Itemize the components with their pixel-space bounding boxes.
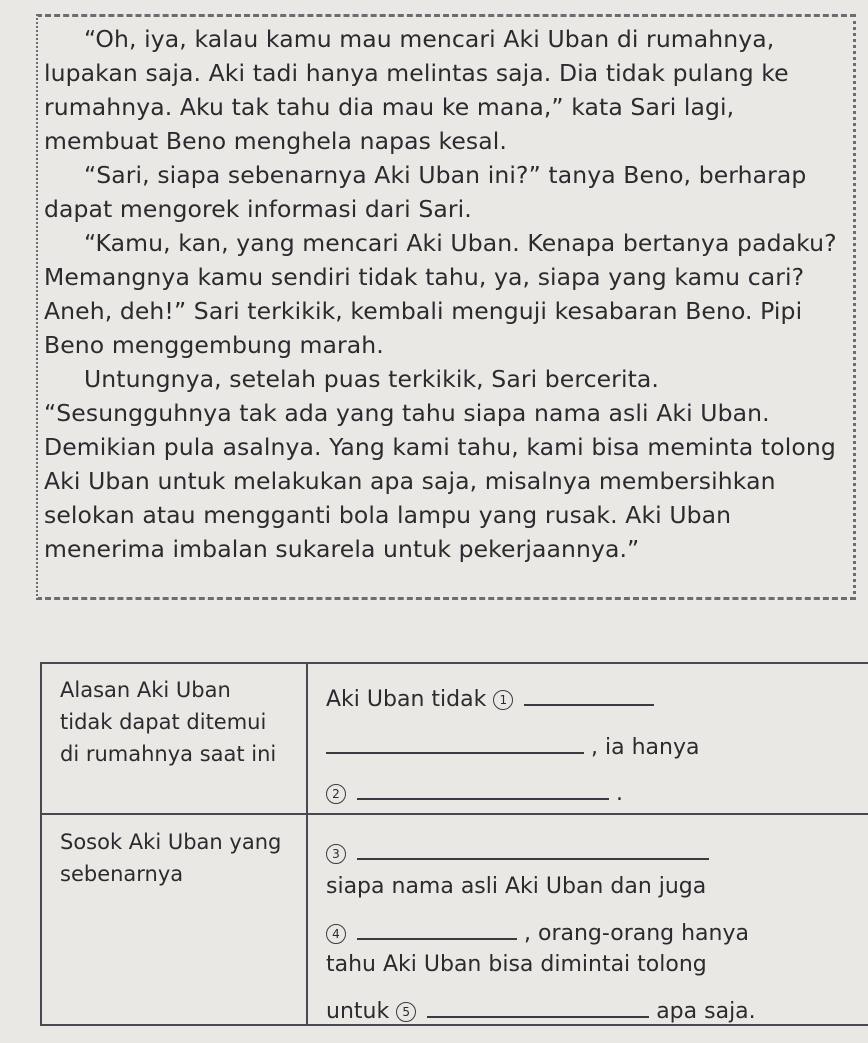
answer-blank-5[interactable] [427,996,649,1018]
paragraph-2: “Sari, siapa sebenarnya Aki Uban ini?” tanya Beno, berharap dapat mengorek informasi dari Sari. [44,161,807,223]
row2-label-line2: sebenarnya [60,862,184,886]
answer-blank-4[interactable] [357,918,517,940]
paragraph-4: Untungnya, setelah puas terkikik, Sari bercerita. “Sesungguhnya tak ada yang tahu siapa nama asli Aki Uban. Demikian pula asalnya. Yang kami tahu, kami bisa meminta tolong Aki Uban untuk melakukan apa saja, misalnya membersihkan selokan atau mengganti bola lampu yang rusak. Aki Uban menerima imbalan sukarela untuk pekerjaannya.” [44,365,836,563]
blank-number-1: 1 [493,690,513,710]
row1-line2 [326,732,699,763]
row2-text-8: apa saja. [656,999,756,1024]
table-row-divider [40,813,868,815]
row1-text-1: Aki Uban tidak [326,687,487,712]
table-column-divider [306,662,308,1026]
row2-line2: siapa nama asli Aki Uban dan juga [326,874,707,899]
row1-line3 [326,778,623,809]
row1-label-line2: tidak dapat ditemui [60,710,267,734]
row2-line4: tahu Aki Uban bisa dimintai tolong [326,952,707,977]
row1-text-3: . [616,781,623,806]
row1-label-line1: Alasan Aki Uban [60,678,231,702]
row1-line1 [326,684,654,715]
row2-text-5: , orang-orang hanya [524,921,749,946]
story-passage [44,22,852,566]
answer-blank-3[interactable] [357,838,709,860]
answer-blank-2[interactable] [357,778,609,800]
paragraph-3: “Kamu, kan, yang mencari Aki Uban. Kenapa bertanya padaku? Memangnya kamu sendiri tidak tahu, ya, siapa yang kamu cari? Aneh, deh!” Sari terkikik, kembali menguji kesabaran Beno. Pipi Beno menggembung marah. [44,229,837,359]
blank-number-4: 4 [326,924,346,944]
answer-blank-1-continued[interactable] [326,732,584,754]
row1-text-2: , ia hanya [591,735,700,760]
row2-line5 [326,996,756,1027]
blank-number-2: 2 [326,784,346,804]
paragraph-1: “Oh, iya, kalau kamu mau mencari Aki Uban di rumahnya, lupakan saja. Aki tadi hanya melintas saja. Dia tidak pulang ke rumahnya. Aku tak tahu dia mau ke mana,” kata Sari lagi, membuat Beno menghela napas kesal. [44,25,789,155]
blank-number-5: 5 [396,1002,416,1022]
row2-text-7: untuk [326,999,390,1024]
blank-number-3: 3 [326,844,346,864]
row2-label-line1: Sosok Aki Uban yang [60,830,282,854]
row2-line1 [326,838,709,869]
answer-blank-1[interactable] [524,684,654,706]
row1-label-line3: di rumahnya saat ini [60,742,277,766]
row2-line3 [326,918,749,949]
